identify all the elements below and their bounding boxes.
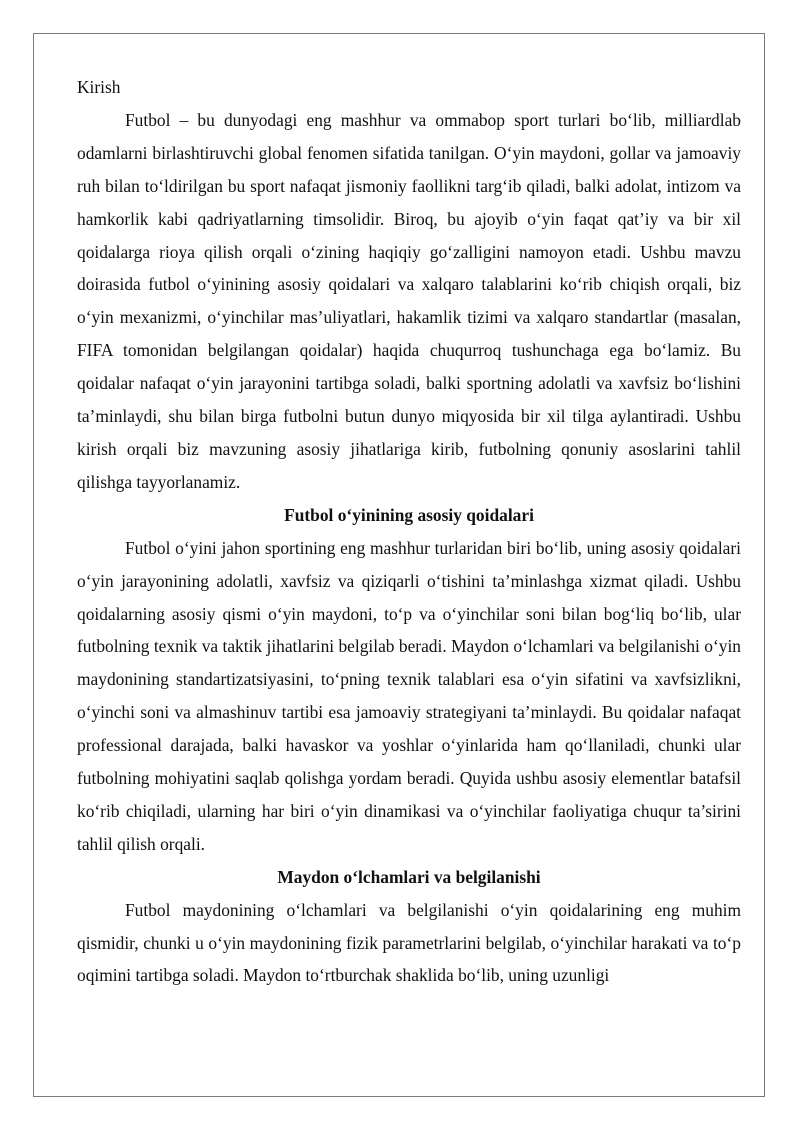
field-dimensions-paragraph: Futbol maydonining o‘lchamlari va belgilanishi o‘yin qoidalarining eng muhim qismidir, chunki u o‘yin maydonining fizik parametrlarini belgilab, o‘yinchilar harakati va to‘p oqimini tartibga soladi. Maydon to‘rtburchak shaklida bo‘lib, uning uzunligi — [77, 899, 741, 986]
section-heading-basic-rules: Futbol o‘yinining asosiy qoidalari — [284, 504, 534, 525]
document-title: Kirish — [77, 77, 121, 97]
intro-paragraph: Futbol – bu dunyodagi eng mashhur va ommabop sport turlari bo‘lib, milliardlab odamlarni birlashtiruvchi global fenomen sifatida tanilgan. O‘yin maydoni, gollar va jamoaviy ruh bilan to‘ldirilgan bu sport nafaqat jismoniy faollikni targ‘ib qiladi, balki adolat, intizom va hamkorlik kabi qadriyatlarning timsolidir. Biroq, bu ajoyib o‘yin faqat qat’iy va bir xil qoidalarga rioya qilish orqali o‘zining haqiqiy go‘zalligini namoyon etadi. Ushbu mavzu doirasida futbol o‘yinining asosiy qoidalari va xalqaro talablarini ko‘rib chiqish orqali, biz o‘yin mexanizmi, o‘yinchilar mas’uliyatlari, hakamlik tizimi va xalqaro standartlar (masalan, FIFA tomonidan belgilangan qoidalar) haqida chuqurroq tushunchaga ega bo‘lamiz. Bu qoidalar nafaqat o‘yin jarayonini tartibga soladi, balki sportning adolatli va xavfsiz bo‘lishini ta’minlaydi, shu bilan birga futbolni butun dunyo miqyosida bir xil tilga aylantiradi. Ushbu kirish orqali biz mavzuning asosiy jihatlariga kirib, futbolning qonuniy asoslarini tahlil qilishga tayyorlanamiz. — [77, 109, 741, 492]
document-body — [77, 71, 741, 992]
basic-rules-paragraph: Futbol o‘yini jahon sportining eng mashhur turlaridan biri bo‘lib, uning asosiy qoidalari o‘yin jarayonining adolatli, xavfsiz va qiziqarli o‘tishini ta’minlashga xizmat qiladi. Ushbu qoidalarning asosiy qismi o‘yin maydoni, to‘p va o‘yinchilar soni bilan bog‘liq bo‘lib, ular futbolning texnik va taktik jihatlarini belgilab beradi. Maydon o‘lchamlari va belgilanishi o‘yin maydonining standartizatsiyasini, to‘pning texnik talablari esa o‘yin sifatini va xavfsizlikni, o‘yinchi soni va almashinuv tartibi esa jamoaviy strategiyani ta’minlaydi. Bu qoidalar nafaqat professional darajada, balki havaskor va yoshlar o‘yinlarida ham qo‘llaniladi, chunki ular futbolning mohiyatini saqlab qolishga yordam beradi. Quyida ushbu asosiy elementlar batafsil ko‘rib chiqiladi, ularning har biri o‘yin dinamikasi va o‘yinchilar faoliyatiga chuqur ta’sirini tahlil qilish orqali. — [77, 537, 741, 854]
section-heading-field-dimensions: Maydon o‘lchamlari va belgilanishi — [277, 866, 541, 887]
